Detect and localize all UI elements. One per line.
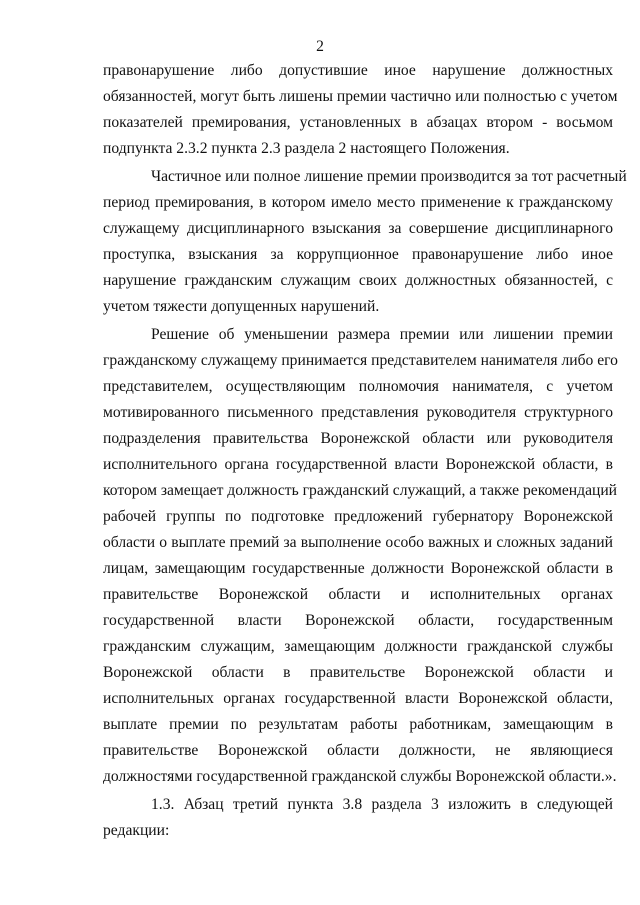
text-line: котором замещает должность гражданский служащий, а также рекомендаций [103, 482, 618, 499]
text-line: государственной власти Воронежской области, государственным [103, 612, 613, 629]
text-line: правонарушение либо допустившие иное нарушение должностных [103, 62, 613, 79]
text-line: нарушение гражданским служащим своих должностных обязанностей, с [103, 272, 613, 289]
text-line: гражданскому служащему принимается представителем нанимателя либо его [103, 352, 618, 369]
text-line: выплате премии по результатам работы работникам, замещающим в [103, 716, 613, 733]
text-line: учетом тяжести допущенных нарушений. [103, 298, 380, 315]
text-line: служащему дисциплинарного взыскания за совершение дисциплинарного [103, 220, 613, 237]
text-line: период премирования, в котором имело место применение к гражданскому [103, 194, 613, 211]
text-line: области о выплате премий за выполнение особо важных и сложных заданий [103, 534, 613, 551]
text-line: редакции: [103, 822, 170, 839]
text-line: подразделения правительства Воронежской области или руководителя [103, 430, 613, 447]
text-line: проступка, взыскания за коррупционное правонарушение либо иное [103, 246, 613, 263]
text-line: правительстве Воронежской области должности, не являющиеся [103, 742, 613, 759]
text-line: гражданским служащим, замещающим должности гражданской службы [103, 638, 613, 655]
text-line: исполнительного органа государственной власти Воронежской области, в [103, 456, 613, 473]
text-line: 1.3. Абзац третий пункта 3.8 раздела 3 изложить в следующей [151, 796, 613, 813]
text-line: исполнительных органах государственной власти Воронежской области, [103, 690, 613, 707]
text-line: Решение об уменьшении размера премии или лишении премии [151, 326, 613, 343]
text-line: представителем, осуществляющим полномочия нанимателя, с учетом [103, 378, 613, 395]
text-line: мотивированного письменного представления руководителя структурного [103, 404, 613, 421]
text-line: должностями государственной гражданской службы Воронежской области.». [103, 768, 617, 785]
text-line: Воронежской области в правительстве Воронежской области и [103, 664, 613, 681]
text-line: правительстве Воронежской области и исполнительных органах [103, 586, 613, 603]
text-line: обязанностей, могут быть лишены премии частично или полностью с учетом [103, 88, 618, 105]
text-line: рабочей группы по подготовке предложений губернатору Воронежской [103, 508, 613, 525]
page-number: 2 [316, 38, 324, 55]
text-line: показателей премирования, установленных в абзацах втором - восьмом [103, 114, 613, 131]
text-line: Частичное или полное лишение премии производится за тот расчетный [151, 168, 627, 185]
text-line: подпункта 2.3.2 пункта 2.3 раздела 2 настоящего Положения. [103, 140, 510, 157]
text-line: лицам, замещающим государственные должности Воронежской области в [103, 560, 613, 577]
